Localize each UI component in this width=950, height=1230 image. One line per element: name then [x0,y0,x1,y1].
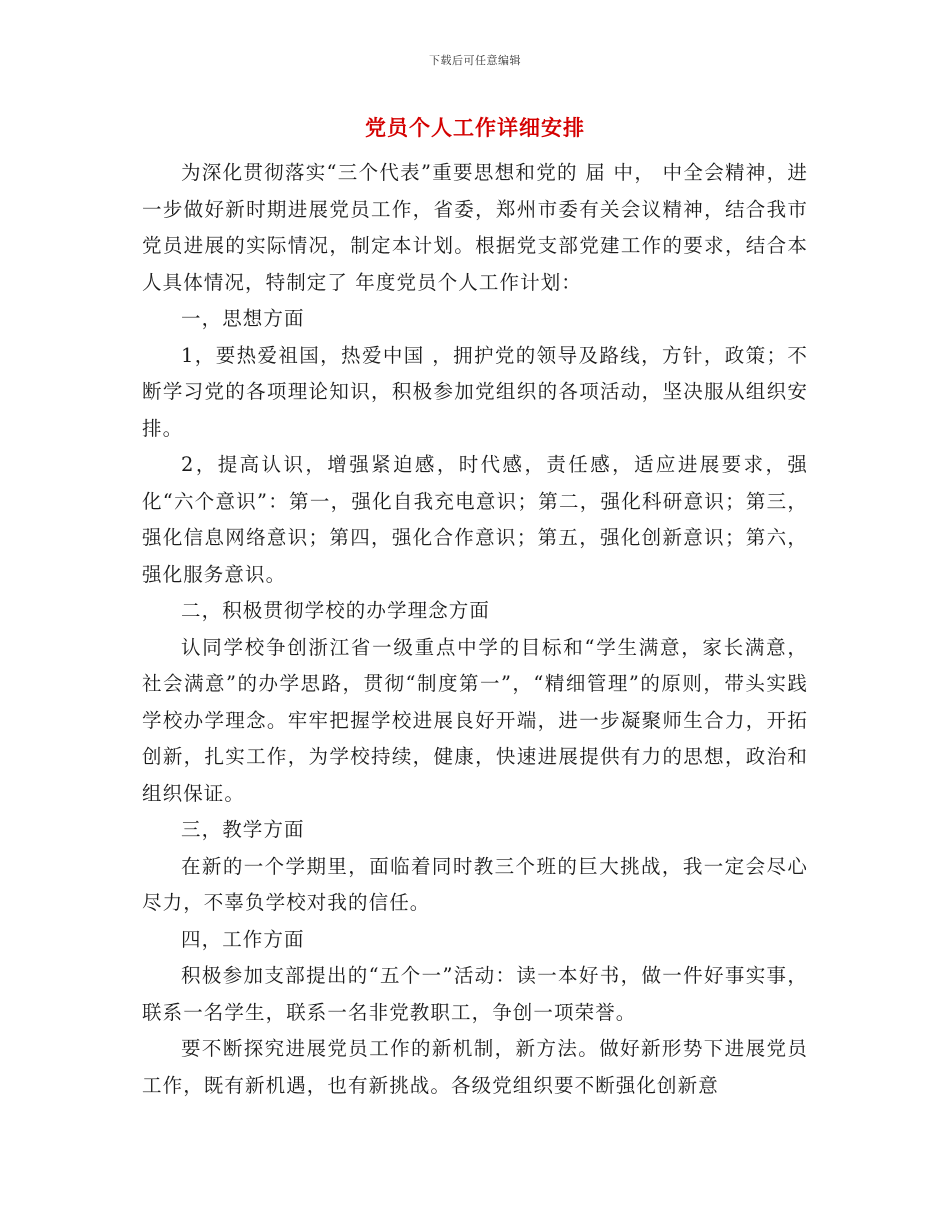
paragraph-school-philosophy: 认同学校争创浙江省一级重点中学的目标和“学生满意，家长满意，社会满意”的办学思路，贯彻“制度第一”，“精细管理”的原则，带头实践学校办学理念。牢牢把握学校进展良好开端，进一步凝聚师生合力，开拓创新，扎实工作，为学校持续，健康，快速进展提供有力的思想，政治和组织保证。 [142,635,808,805]
paragraph-teaching: 在新的一个学期里，面临着同时教三个班的巨大挑战，我一定会尽心尽力，不辜负学校对我的信任。 [142,854,808,914]
paragraph-thought-1: 1，要热爱祖国，热爱中国 ，拥护党的领导及路线，方针，政策；不断学习党的各项理论知识，积极参加党组织的各项活动，坚决服从组织安排。 [142,343,808,440]
paragraph-work-1: 积极参加支部提出的“五个一”活动：读一本好书，做一件好事实事，联系一名学生，联系一名非党教职工，争创一项荣誉。 [142,964,808,1024]
section-heading-teaching: 三，教学方面 [181,818,305,841]
section-heading-school-philosophy: 二，积极贯彻学校的办学理念方面 [181,599,491,622]
document-body [142,155,808,1104]
paragraph-work-2: 要不断探究进展党员工作的新机制，新方法。做好新形势下进展党员工作，既有新机遇，也有新挑战。各级党组织要不断强化创新意 [142,1037,808,1097]
header-note: 下载后可任意编辑 [429,54,521,67]
paragraph-intro: 为深化贯彻落实“三个代表”重要思想和党的 届 中， 中全会精神，进一步做好新时期进展党员工作，省委，郑州市委有关会议精神，结合我市党员进展的实际情况，制定本计划。根据党支部党建工作的要求，结合本人具体情况，特制定了 年度党员个人工作计划： [142,161,808,294]
document-title: 党员个人工作详细安排 [365,115,585,140]
paragraph-thought-2: 2，提高认识，增强紧迫感，时代感，责任感，适应进展要求，强化“六个意识”：第一，强化自我充电意识；第二，强化科研意识；第三，强化信息网络意识；第四，强化合作意识；第五，强化创新意识；第六，强化服务意识。 [142,453,808,586]
section-heading-work: 四，工作方面 [181,927,305,951]
section-heading-thought: 一，思想方面 [181,307,305,330]
